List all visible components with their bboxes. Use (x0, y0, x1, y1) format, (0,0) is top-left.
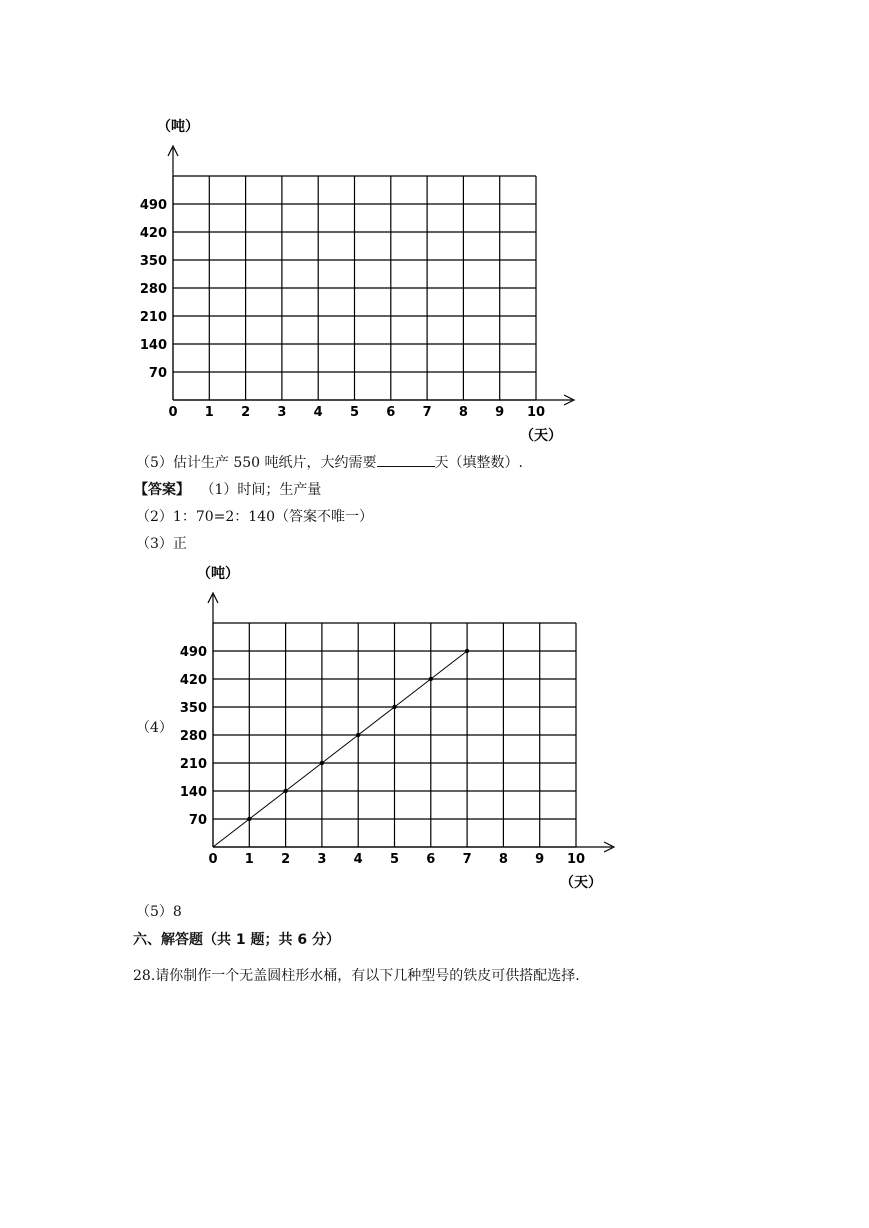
answer-line-1 (134, 479, 321, 499)
answer-tag: 【答案】 (134, 482, 190, 498)
y-axis-label: （吨） (157, 119, 199, 135)
answer-2: （2）1：70=2：140（答案不唯一） (136, 509, 373, 525)
x-tick-label: 8 (498, 852, 508, 867)
question-5 (136, 452, 523, 472)
y-tick-label: 210 (179, 757, 207, 772)
data-point (320, 761, 324, 765)
data-point (283, 789, 287, 793)
series-line (213, 651, 467, 847)
y-tick-label: 420 (139, 226, 167, 241)
answer-1: （1）时间；生产量 (200, 482, 322, 498)
question-5-prefix: （5）估计生产 550 吨纸片，大约需要 (136, 455, 377, 471)
x-tick-label: 1 (244, 852, 254, 867)
y-axis-label: （吨） (197, 566, 239, 582)
x-tick-label: 7 (422, 405, 432, 420)
answer-3: （3）正 (136, 536, 187, 552)
y-tick-label: 280 (179, 729, 207, 744)
answer-5: （5）8 (136, 904, 182, 920)
x-tick-label: 2 (241, 405, 251, 420)
x-tick-label: 6 (386, 405, 396, 420)
y-tick-label: 70 (188, 813, 207, 828)
y-tick-label: 140 (179, 785, 207, 800)
question-28: 28.请你制作一个无盖圆柱形水桶，有以下几种型号的铁皮可供搭配选择. (133, 968, 580, 984)
x-tick-label: 0 (168, 405, 178, 420)
x-tick-label: 6 (426, 852, 436, 867)
data-point (392, 705, 396, 709)
answer-blank (377, 454, 435, 467)
y-tick-label: 70 (148, 366, 167, 381)
answer-4-label: （4） (136, 720, 173, 736)
data-point (356, 733, 360, 737)
y-tick-label: 350 (139, 254, 167, 269)
y-tick-label: 140 (139, 338, 167, 353)
data-point (465, 649, 469, 653)
x-tick-label: 4 (353, 852, 363, 867)
x-tick-label: 3 (317, 852, 327, 867)
section-title: 六、解答题（共 1 题；共 6 分） (133, 932, 340, 948)
x-axis-label: （天） (520, 428, 562, 444)
blank-grid-chart (0, 0, 869, 450)
x-tick-label: 8 (458, 405, 468, 420)
x-tick-label: 7 (462, 852, 472, 867)
x-tick-label: 5 (389, 852, 400, 867)
x-tick-label: 0 (208, 852, 218, 867)
y-tick-label: 420 (179, 673, 207, 688)
y-tick-label: 280 (139, 282, 167, 297)
x-tick-label: 10 (526, 405, 546, 420)
question-5-suffix: 天（填整数）. (434, 455, 523, 471)
x-tick-label: 2 (281, 852, 291, 867)
x-tick-label: 3 (277, 405, 287, 420)
y-tick-label: 490 (179, 645, 207, 660)
x-axis-label: （天） (560, 875, 602, 891)
y-tick-label: 490 (139, 198, 167, 213)
x-tick-label: 4 (313, 405, 323, 420)
x-tick-label: 1 (204, 405, 214, 420)
x-tick-label: 10 (566, 852, 586, 867)
y-tick-label: 350 (179, 701, 207, 716)
x-tick-label: 5 (349, 405, 360, 420)
answer-line-chart (0, 555, 869, 895)
y-tick-label: 210 (139, 310, 167, 325)
data-point (247, 817, 251, 821)
data-point (429, 677, 433, 681)
x-tick-label: 9 (535, 852, 545, 867)
x-tick-label: 9 (495, 405, 505, 420)
